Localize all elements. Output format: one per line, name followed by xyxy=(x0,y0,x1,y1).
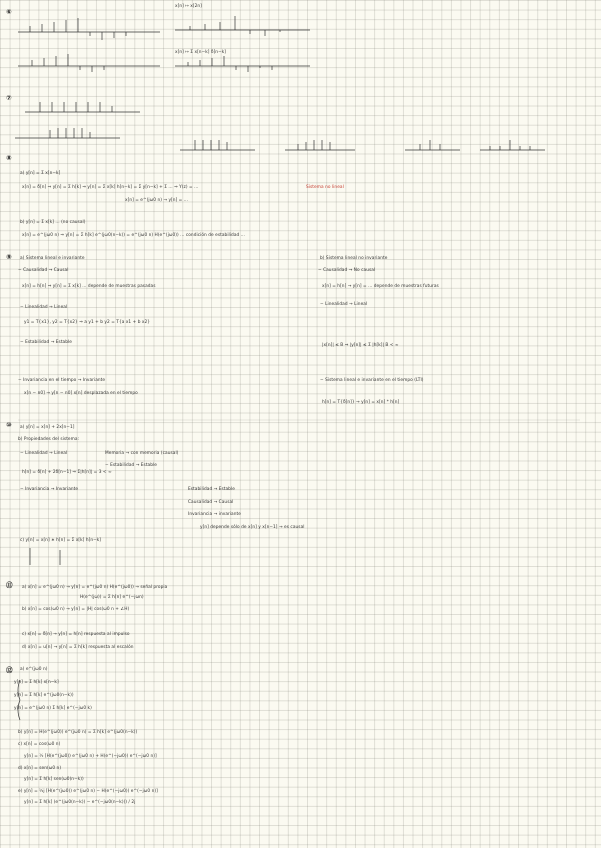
note-line: Invariancia → invariante xyxy=(188,512,241,517)
note-line: H(e^(jω)) = Σ h[n] e^(−jωn) xyxy=(80,595,144,600)
note-line: a) e^(jω0 n) xyxy=(20,667,48,672)
note-line: x[n − n0] → y[n − n0] x[n] desplazada en el tiempo xyxy=(24,391,138,396)
note-line: e) y[n] = ½j [H(e^(jω0)) e^(jω0 n) − H(e^(−jω0)) e^(−jω0 n)] xyxy=(18,789,158,794)
note-line: c) x[n] = cos(ω0 n) xyxy=(18,742,61,747)
note-line: b) Propiedades del sistema: xyxy=(18,437,80,442)
note-line: h[n] = δ[n] + 2δ[n−1] ⇒ Σ|h[n]| = 3 < ∞ xyxy=(22,470,112,475)
note-line: c) x[n] = δ[n] → y[n] = h[n] respuesta al impulso xyxy=(22,632,130,637)
section-12-number: ⑫ xyxy=(6,666,13,674)
note-line: a) y[n] = x[n] + 2x[n−1] xyxy=(20,425,75,430)
note-line: x[n] = e^(jω0 n) → y[n] = ... xyxy=(125,198,188,203)
note-line: x[n] ↦ Σ x[n−k] δ[n−k] xyxy=(175,50,226,55)
note-line: − Causalidad → No causal xyxy=(318,268,376,273)
note-line: b) y[n] = Σ x[k] ... (no causal) xyxy=(20,220,86,225)
section-11-number: ⑪ xyxy=(6,581,13,589)
note-line: − Estabilidad → Estable xyxy=(20,340,72,345)
note-line: Estabilidad → Estable xyxy=(188,487,235,492)
note-line: Causalidad → Causal xyxy=(188,500,234,505)
note-line: − Causalidad → Causal xyxy=(18,268,69,273)
note-line: b) x[n] = cos(ω0 n) → y[n] = |H| cos(ω0 n + ∠H) xyxy=(22,607,130,612)
note-line: c) y[n] = x[n] ∗ h[n] = Σ x[k] h[n−k] xyxy=(20,538,102,543)
section-10-number: ⑩ xyxy=(6,421,12,429)
note-line: h[n] = T{δ[n]} → y[n] = x[n] * h[n] xyxy=(322,400,400,405)
note-line: x[n] = h[n] → y[n] = ... depende de muestras futuras xyxy=(322,284,439,289)
note-line: − Estabilidad → Estable xyxy=(105,463,157,468)
note-line: y[n] depende sólo de x[n] y x[n−1] → es causal xyxy=(200,525,305,530)
note-line: y[n] = Σ h[k] e^(jω0(n−k)) xyxy=(14,693,74,698)
note-line: d) x[n] = sen(ω0 n) xyxy=(18,766,62,771)
note-line: b) y[n] = H(e^(jω0)) e^(jω0 n) = Σ h[k] e^(jω0(n−k)) xyxy=(18,730,138,735)
note-line: x[n] = e^(jω0 n) ⇒ y[n] = Σ h[k] e^(jω0(n−k)) = e^(jω0 n) H(e^(jω0)) ... condición de estabilidad ... xyxy=(22,233,245,238)
note-line: y[n] = Σ h[k] sen(ω0(n−k)) xyxy=(24,777,84,782)
note-line: |x[n]| ≤ B ⇒ |y[n]| ≤ Σ |h[k]| B < ∞ xyxy=(322,343,399,348)
note-line: a) Sistema lineal e invariante xyxy=(20,256,85,261)
note-line: x[n] ↦ x[2n] xyxy=(175,4,202,9)
section-9-number: ⑨ xyxy=(6,253,12,261)
note-line: − Invariancia → Invariante xyxy=(20,487,79,492)
section-8-number: ⑧ xyxy=(6,154,12,162)
note-line: y[n] = e^(jω0 n) Σ h[k] e^(−jω0 k) xyxy=(14,706,92,711)
section-7-number: ⑦ xyxy=(6,94,12,102)
note-line: x[n] = h[n] ⇒ y[n] = Σ x[k] ... depende de muestras pasadas xyxy=(22,284,156,289)
note-line: x[n] = δ[n] ⇒ y[n] = Σ h[k] ⇒ y[n] = Σ x[k] h[n−k] = Σ y[n−k] + Σ ... ⇒ Y(z) = ... xyxy=(22,185,199,190)
note-line: − Sistema lineal e invariante en el tiempo (LTI) xyxy=(320,378,424,383)
note-line: a) y[n] = Σ x[n−k] xyxy=(20,171,61,176)
note-line: a) x[n] = e^(jω0 n) → y[n] = e^(jω0 n) H(e^(jω0)) → señal propia xyxy=(22,585,168,590)
note-line: b) Sistema lineal no invariante xyxy=(320,256,388,261)
note-line: Memoria → con memoria (causal) xyxy=(105,451,179,456)
note-line: y[n] = Σ h[k] x[n−k] xyxy=(14,680,59,685)
note-line: y[n] = ½ [H(e^(jω0)) e^(jω0 n) + H(e^(−jω0)) e^(−jω0 n)] xyxy=(24,754,157,759)
note-line: − Linealidad → Lineal xyxy=(320,302,368,307)
note-line: − Linealidad → Lineal xyxy=(20,451,68,456)
section-6-number: ⑥ xyxy=(6,8,12,16)
note-line: y1 = T{x1}, y2 = T{x2} ⇒ a y1 + b y2 = T{a x1 + b x2} xyxy=(24,320,151,325)
note-line: − Invariancia en el tiempo → Invariante xyxy=(18,378,106,383)
note-line: Sistema no lineal xyxy=(306,185,344,190)
note-line: y[n] = Σ h[k] (e^(jω0(n−k)) − e^(−jω0(n−k))) / 2j xyxy=(24,800,136,805)
note-line: d) x[n] = u[n] → y[n] = Σ h[k] respuesta al escalón xyxy=(22,645,134,650)
note-line: − Linealidad → Lineal xyxy=(20,305,68,310)
